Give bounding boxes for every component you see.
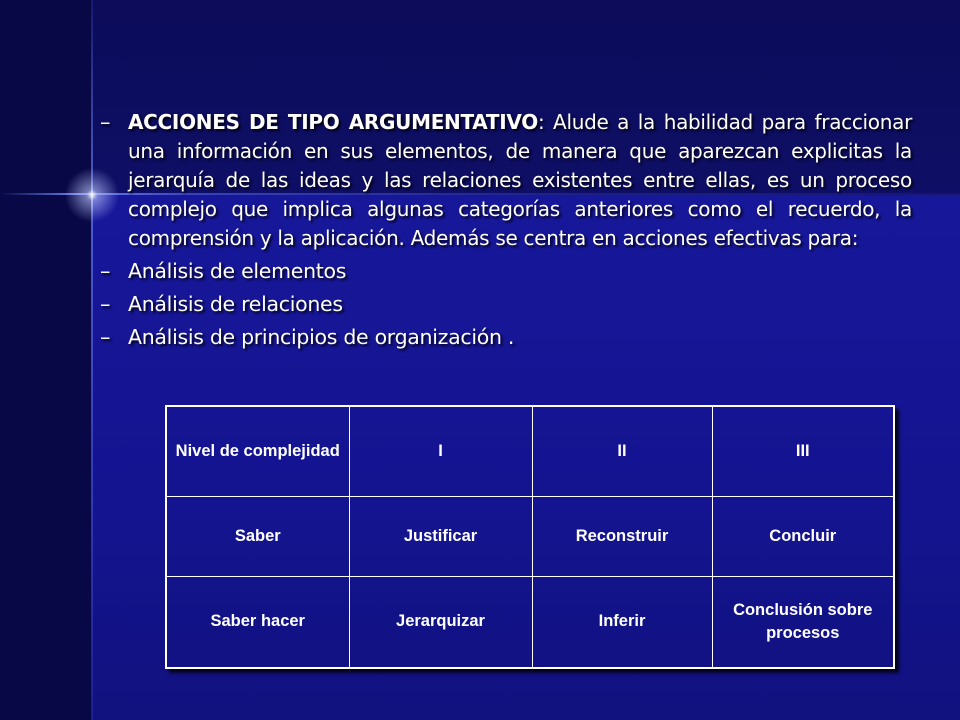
bullet-dash: – bbox=[100, 292, 111, 316]
table-header-cell: I bbox=[349, 406, 532, 496]
bullet-description: : Alude a la habilidad para fraccionar una información en sus elementos, de manera que aparezcan explicitas la jerarquía de las ideas y las relaciones existentes entre ellas, es un proceso complejo que implica algunas categorías anteriores como el recuerdo, la comprensión y la aplicación. Además se centra en acciones efectivas para: bbox=[128, 110, 912, 250]
bullet-item bbox=[100, 290, 912, 319]
table-cell: Justificar bbox=[349, 496, 532, 576]
bullet-heading: ACCIONES DE TIPO ARGUMENTATIVO bbox=[128, 110, 538, 134]
bullet-main bbox=[100, 108, 912, 253]
bullet-item-text: Análisis de relaciones bbox=[128, 292, 343, 316]
table-cell: Concluir bbox=[712, 496, 894, 576]
table-row bbox=[166, 576, 894, 668]
complexity-table bbox=[165, 405, 895, 669]
table-header-cell: Nivel de complejidad bbox=[166, 406, 349, 496]
decorative-vertical-line bbox=[91, 0, 93, 720]
bullet-item bbox=[100, 257, 912, 286]
bullet-dash: – bbox=[100, 110, 111, 134]
background-left-band bbox=[0, 0, 92, 720]
bullet-dash: – bbox=[100, 259, 111, 283]
table-cell: Jerarquizar bbox=[349, 576, 532, 668]
table-cell: Saber bbox=[166, 496, 349, 576]
table-cell: Saber hacer bbox=[166, 576, 349, 668]
table-header-cell: III bbox=[712, 406, 894, 496]
table-cell: Reconstruir bbox=[532, 496, 712, 576]
table-row bbox=[166, 496, 894, 576]
bullet-item-text: Análisis de elementos bbox=[128, 259, 347, 283]
table-header-row bbox=[166, 406, 894, 496]
table-cell: Inferir bbox=[532, 576, 712, 668]
bullet-item bbox=[100, 323, 912, 352]
bullet-main-text bbox=[128, 108, 912, 253]
bullet-item-text: Análisis de principios de organización . bbox=[128, 325, 515, 349]
table-cell: Conclusión sobre procesos bbox=[712, 576, 894, 668]
bullet-dash: – bbox=[100, 325, 111, 349]
slide-content bbox=[100, 108, 912, 352]
table-header-cell: II bbox=[532, 406, 712, 496]
